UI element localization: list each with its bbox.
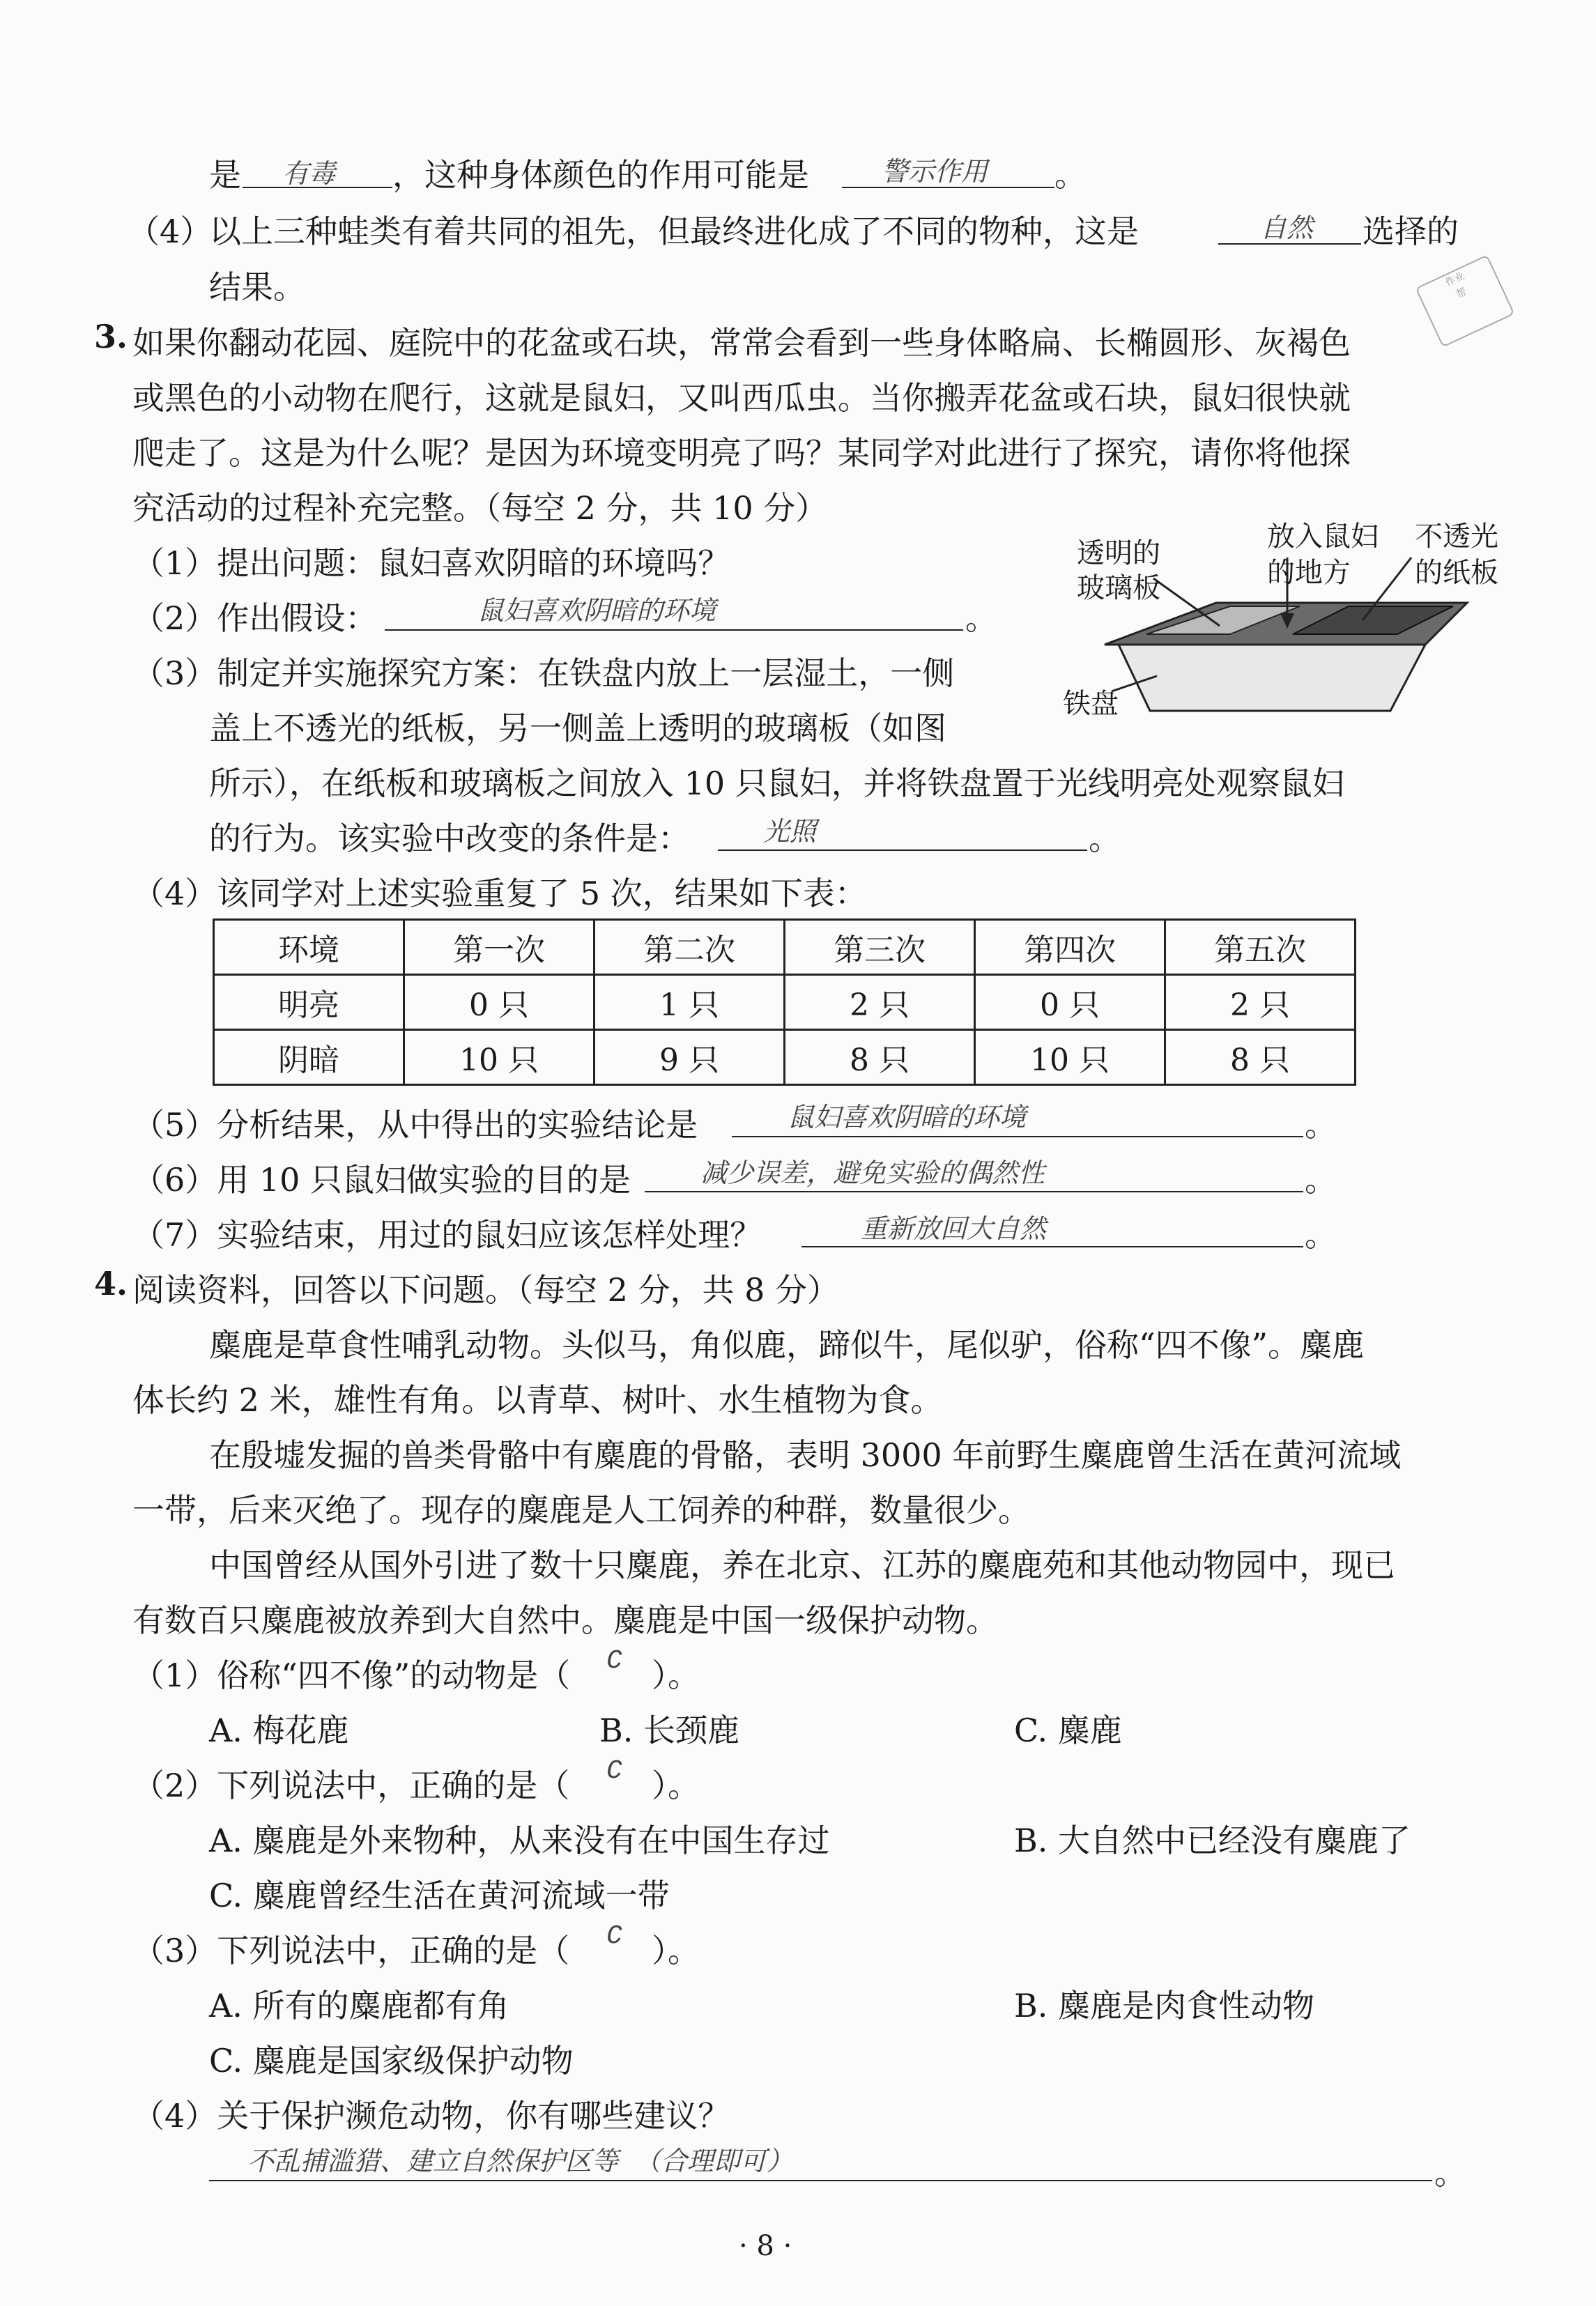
passage-line: 麋鹿是草食性哺乳动物。头似马，角似鹿，蹄似牛，尾似驴，俗称“四不像”。麋鹿	[209, 1326, 1365, 1364]
passage-line: 一带，后来灭绝了。现存的麋鹿是人工饲养的种群，数量很少。	[132, 1491, 1030, 1529]
q2-stem: （2）下列说法中，正确的是（	[132, 1767, 570, 1804]
answer-poison: 有毒	[282, 161, 336, 191]
period: 。	[1434, 2154, 1466, 2192]
header-cell: 第五次	[1165, 920, 1356, 975]
question-title: 阅读资料，回答以下问题。（每空 2 分，共 8 分）	[132, 1271, 840, 1309]
table-cell: 0 只	[975, 975, 1165, 1030]
period: 。	[1305, 1216, 1337, 1254]
label-place: 的地方	[1267, 557, 1351, 589]
q3-stem: （3）下列说法中，正确的是（	[132, 1932, 570, 1969]
q1-stem-end: ）。	[652, 1657, 700, 1694]
header-cell: 第二次	[594, 920, 785, 975]
table-cell: 8 只	[1165, 1030, 1356, 1085]
answer-q3: C	[606, 1921, 622, 1951]
table-row	[214, 975, 1356, 1030]
step-3: （3）制定并实施探究方案：在铁盘内放上一层湿土，一侧	[132, 654, 955, 692]
label-glass: 玻璃板	[1077, 572, 1160, 604]
blank-underline	[732, 1136, 1303, 1137]
table-cell: 9 只	[594, 1030, 785, 1085]
blank-underline	[801, 1246, 1303, 1247]
q-cont: 结果。	[209, 268, 305, 306]
step-3-cont: 盖上不透光的纸板，另一侧盖上透明的玻璃板（如图	[209, 709, 946, 747]
header-cell: 第三次	[785, 920, 975, 975]
blank-underline	[209, 2180, 1432, 2181]
header-cell: 第一次	[404, 920, 594, 975]
step-2: （2）作出假设：	[132, 599, 378, 637]
answer-q4: 不乱捕滥猎、建立自然保护区等 （合理即可）	[247, 2149, 793, 2178]
results-table	[213, 918, 1356, 1086]
period: 。	[1305, 1161, 1337, 1199]
label-place: 放入鼠妇	[1267, 521, 1379, 553]
label-board: 的纸板	[1415, 557, 1498, 589]
option-a: A. 麋鹿是外来物种，从来没有在中国生存过	[209, 1822, 830, 1859]
answer-conclusion: 鼠妇喜欢阴暗的环境	[788, 1105, 1027, 1135]
blank-underline	[842, 187, 1054, 188]
option-c: C. 麋鹿是国家级保护动物	[209, 2042, 574, 2080]
answer-release: 重新放回大自然	[861, 1216, 1047, 1246]
passage-line: 体长约 2 米，雄性有角。以青草、树叶、水生植物为食。	[132, 1381, 943, 1419]
label-board: 不透光	[1415, 521, 1498, 553]
passage-line: 中国曾经从国外引进了数十只麋鹿，养在北京、江苏的麋鹿苑和其他动物园中，现已	[209, 1546, 1395, 1584]
line1-mid: ，这种身体颜色的作用可能是	[392, 156, 809, 194]
answer-q1: C	[606, 1646, 622, 1676]
blank-underline	[385, 629, 963, 631]
question-number: 4.	[94, 1265, 128, 1302]
q3-stem-end: ）。	[652, 1932, 700, 1969]
option-a: A. 所有的麋鹿都有角	[209, 1987, 509, 2024]
q2-stem-end: ）。	[652, 1767, 700, 1804]
period: 。	[1089, 820, 1121, 857]
header-cell: 第四次	[975, 920, 1165, 975]
period: 。	[1305, 1106, 1337, 1144]
blank-underline	[645, 1191, 1303, 1192]
step-7: （7）实验结束，用过的鼠妇应该怎样处理？	[132, 1216, 762, 1254]
blank-underline	[718, 850, 1087, 851]
end-mark: 。	[1054, 156, 1087, 194]
table-cell: 8 只	[785, 1030, 975, 1085]
table-cell: 10 只	[404, 1030, 594, 1085]
header-cell: 环境	[214, 920, 404, 975]
table-cell: 明亮	[214, 975, 404, 1030]
blank-underline	[1218, 243, 1361, 245]
step-3-cont: 所示），在纸板和玻璃板之间放入 10 只鼠妇，并将铁盘置于光线明亮处观察鼠妇	[209, 764, 1344, 802]
q4-stem: （4）关于保护濒危动物，你有哪些建议？	[132, 2097, 730, 2135]
option-c: C. 麋鹿曾经生活在黄河流域一带	[209, 1877, 670, 1914]
period: 。	[965, 599, 997, 637]
answer-warning: 警示作用	[882, 159, 988, 189]
step-1: （1）提出问题：鼠妇喜欢阴暗的环境吗？	[132, 544, 730, 582]
question-number: 3.	[94, 318, 128, 355]
answer-nature: 自然	[1260, 215, 1314, 245]
label-glass: 透明的	[1077, 537, 1160, 569]
answer-variable: 光照	[763, 819, 817, 849]
step-6: （6）用 10 只鼠妇做实验的目的是	[132, 1161, 631, 1199]
table-cell: 1 只	[594, 975, 785, 1030]
line1-pre: 是	[209, 156, 241, 194]
option-c: C. 麋鹿	[1014, 1712, 1122, 1749]
option-b: B. 麋鹿是肉食性动物	[1014, 1987, 1315, 2024]
table-cell: 10 只	[975, 1030, 1165, 1085]
q-text: 以上三种蛙类有着共同的祖先，但最终进化成了不同的物种，这是	[209, 213, 1139, 250]
table-cell: 0 只	[404, 975, 594, 1030]
answer-purpose: 减少误差，避免实验的偶然性	[700, 1160, 1045, 1190]
q1-stem: （1）俗称“四不像”的动物是（	[132, 1657, 571, 1694]
step-4: （4）该同学对上述实验重复了 5 次，结果如下表：	[132, 875, 867, 912]
table-cell: 2 只	[785, 975, 975, 1030]
passage-line: 在殷墟发掘的兽类骨骼中有麋鹿的骨骼，表明 3000 年前野生麋鹿曾生活在黄河流域	[209, 1436, 1402, 1474]
q-label: （4）	[128, 213, 213, 250]
intro-line: 爬走了。这是为什么呢？是因为环境变明亮了吗？某同学对此进行了探究，请你将他探	[132, 434, 1351, 472]
option-a: A. 梅花鹿	[209, 1712, 349, 1749]
intro-line: 究活动的过程补充完整。（每空 2 分，共 10 分）	[132, 489, 828, 527]
watermark-stamp: 作业 帮	[1415, 254, 1514, 347]
step-3-cont: 的行为。该实验中改变的条件是：	[209, 820, 690, 857]
answer-hypothesis: 鼠妇喜欢阴暗的环境	[477, 598, 716, 628]
table-header-row	[214, 920, 1356, 975]
intro-line: 如果你翻动花园、庭院中的花盆或石块，常常会看到一些身体略扁、长椭圆形、灰褐色	[132, 324, 1351, 362]
table-cell: 2 只	[1165, 975, 1356, 1030]
q-after: 选择的	[1363, 213, 1459, 250]
table-cell: 阴暗	[214, 1030, 404, 1085]
answer-q2: C	[606, 1756, 622, 1786]
blank-underline	[243, 187, 392, 188]
option-b: B. 长颈鹿	[599, 1712, 740, 1749]
passage-line: 有数百只麋鹿被放养到大自然中。麋鹿是中国一级保护动物。	[132, 1601, 998, 1639]
table-row	[214, 1030, 1356, 1085]
intro-line: 或黑色的小动物在爬行，这就是鼠妇，又叫西瓜虫。当你搬弄花盆或石块，鼠妇很快就	[132, 379, 1351, 417]
page-number: · 8 ·	[739, 2230, 792, 2262]
option-b: B. 大自然中已经没有麋鹿了	[1014, 1822, 1411, 1859]
label-tray: 铁盘	[1063, 688, 1119, 720]
tray-front	[1119, 645, 1425, 711]
step-5: （5）分析结果，从中得出的实验结论是	[132, 1106, 698, 1144]
